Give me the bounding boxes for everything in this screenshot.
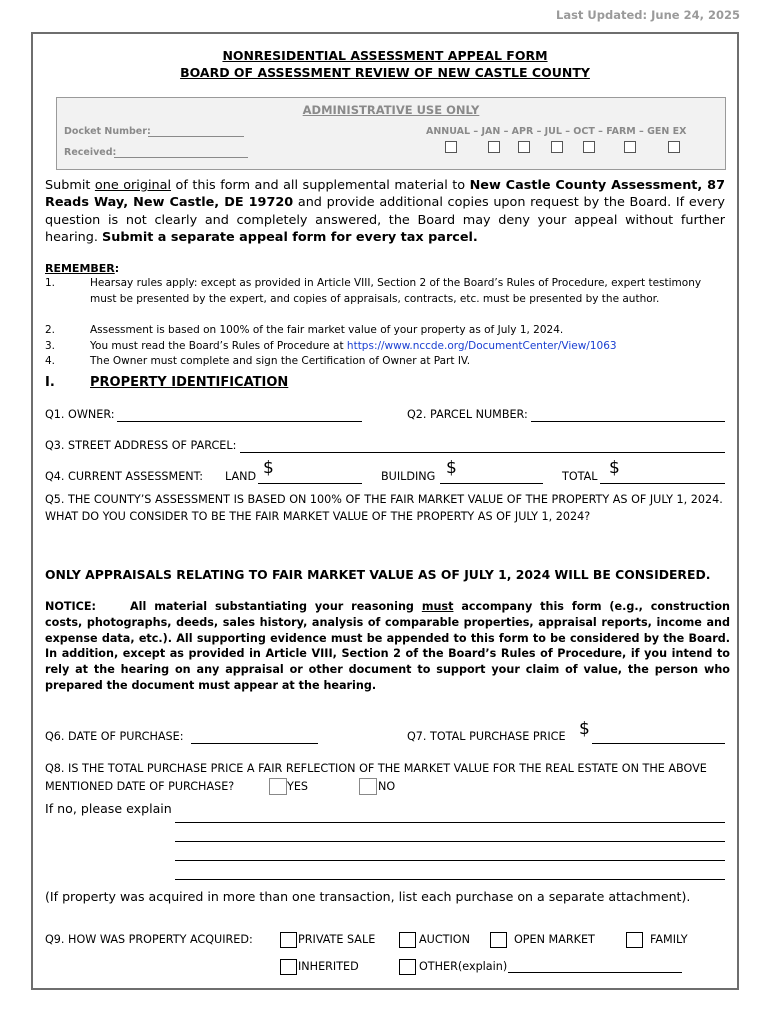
admin-title: ADMINISTRATIVE USE ONLY	[302, 103, 480, 117]
docket-number-label: Docket Number:	[64, 126, 151, 137]
street-address-input[interactable]	[240, 452, 725, 453]
q6-label: Q6. DATE OF PURCHASE:	[45, 730, 184, 743]
owner-input[interactable]	[117, 421, 362, 422]
family-label: FAMILY	[650, 933, 688, 946]
remember-item-3: You must read the Board’s Rules of Procedure at https://www.nccde.org/DocumentCenter/View/1063	[90, 340, 617, 352]
q4-label: Q4. CURRENT ASSESSMENT:	[45, 470, 204, 483]
explain-label: If no, please explain	[45, 801, 172, 816]
appraisals-notice-heading: ONLY APPRAISALS RELATING TO FAIR MARKET VALUE AS OF JULY 1, 2024 WILL BE CONSIDERED.	[45, 567, 711, 582]
remember-item-4: The Owner must complete and sign the Certification of Owner at Part IV.	[90, 355, 471, 367]
open-market-checkbox[interactable]	[490, 932, 507, 948]
total-label: TOTAL	[562, 470, 598, 483]
q8-yes-label: YES	[287, 780, 309, 793]
private-sale-checkbox[interactable]	[280, 932, 297, 948]
multi-transaction-note: (If property was acquired in more than one transaction, list each purchase on a separate attachment).	[45, 889, 691, 904]
remember-num-3: 3.	[45, 340, 56, 352]
submission-instructions: Submit one original of this form and all supplemental material to New Castle County Assessment, 87 Reads Way, New Castle, DE 19720 and provide additional copies upon request by the Board. If every question is not clearly and completely answered, the Board may deny your appeal without further hearing. Submit a separate appeal form for every tax parcel.	[45, 178, 726, 245]
gen-ex-checkbox[interactable]	[668, 141, 680, 153]
explain-line-2[interactable]	[175, 841, 725, 842]
inherited-label: INHERITED	[298, 960, 359, 973]
section-numeral: I.	[45, 375, 55, 390]
total-currency: $	[609, 458, 620, 478]
q5-label: Q5. THE COUNTY’S ASSESSMENT IS BASED ON 100% OF THE FAIR MARKET VALUE OF THE PROPERTY AS OF JULY 1, 2024. WHAT DO YOU CONSIDER TO BE THE FAIR MARKET VALUE OF THE PROPERTY AS OF JULY 1, 2024?	[45, 493, 723, 523]
q2-label: Q2. PARCEL NUMBER:	[407, 408, 528, 421]
notice-paragraph: NOTICE: All material substantiating your reasoning must accompany this form (e.g., construction costs, photographs, deeds, sales history, analysis of comparable properties, appraisal reports, income and expense data, etc.). All supporting evidence must be appended to this form to be considered by the Board. In addition, except as provided in Article VIII, Section 2 of the Board’s Rules of Procedure, if you intend to rely at the hearing on any appraisal or other document to support your claim of value, the person who prepared the document must appear at the hearing.	[45, 600, 730, 692]
land-label: LAND	[225, 470, 257, 483]
explain-line-3[interactable]	[175, 860, 725, 861]
received-label: Received:	[64, 147, 117, 158]
q8-yes-checkbox[interactable]	[269, 778, 287, 795]
remember-item-2: Assessment is based on 100% of the fair market value of your property as of July 1, 2024.	[90, 324, 564, 336]
remember-num-4: 4.	[45, 355, 56, 367]
other-label: OTHER(explain)	[419, 960, 508, 973]
auction-checkbox[interactable]	[399, 932, 416, 948]
section-title: PROPERTY IDENTIFICATION	[90, 375, 289, 390]
date-of-purchase-input[interactable]	[191, 743, 318, 744]
open-market-label: OPEN MARKET	[514, 933, 595, 946]
family-checkbox[interactable]	[626, 932, 643, 948]
explain-line-4[interactable]	[175, 879, 725, 880]
q3-label: Q3. STREET ADDRESS OF PARCEL:	[45, 439, 237, 452]
q7-label: Q7. TOTAL PURCHASE PRICE	[407, 730, 566, 743]
q1-label: Q1. OWNER:	[45, 408, 115, 421]
q8-line1: Q8. IS THE TOTAL PURCHASE PRICE A FAIR REFLECTION OF THE MARKET VALUE FOR THE REAL ESTATE ON THE ABOVE	[45, 762, 707, 775]
inherited-checkbox[interactable]	[280, 959, 297, 975]
total-purchase-price-input[interactable]	[592, 743, 725, 744]
other-explain-input[interactable]	[508, 972, 682, 973]
q8-no-label: NO	[378, 780, 396, 793]
private-sale-label: PRIVATE SALE	[298, 933, 376, 946]
land-input[interactable]	[258, 483, 362, 484]
building-input[interactable]	[440, 483, 543, 484]
land-currency: $	[263, 458, 274, 478]
q8-line2: MENTIONED DATE OF PURCHASE?	[45, 780, 235, 793]
q9-label: Q9. HOW WAS PROPERTY ACQUIRED:	[45, 933, 253, 946]
appeal-type-options: ANNUAL – JAN – APR – JUL – OCT – FARM – GEN EX	[426, 126, 687, 137]
remember-num-2: 2.	[45, 324, 56, 336]
explain-line-1[interactable]	[175, 822, 725, 823]
oct-checkbox[interactable]	[583, 141, 595, 153]
received-field[interactable]	[114, 157, 248, 158]
apr-checkbox[interactable]	[518, 141, 530, 153]
total-input[interactable]	[600, 483, 725, 484]
building-currency: $	[446, 458, 457, 478]
remember-heading: REMEMBER:	[45, 262, 120, 275]
purchase-price-currency: $	[579, 719, 590, 739]
last-updated: Last Updated: June 24, 2025	[556, 8, 740, 22]
form-subtitle: BOARD OF ASSESSMENT REVIEW OF NEW CASTLE COUNTY	[180, 65, 590, 80]
docket-number-field[interactable]	[148, 136, 244, 137]
fair-market-value-input[interactable]	[45, 528, 725, 558]
parcel-number-input[interactable]	[531, 421, 725, 422]
q8-no-checkbox[interactable]	[359, 778, 377, 795]
annual-checkbox[interactable]	[445, 141, 457, 153]
building-label: BUILDING	[381, 470, 436, 483]
form-title: NONRESIDENTIAL ASSESSMENT APPEAL FORM	[222, 48, 548, 63]
jan-checkbox[interactable]	[488, 141, 500, 153]
farm-checkbox[interactable]	[624, 141, 636, 153]
remember-num-1: 1.	[45, 277, 56, 289]
remember-item-1: Hearsay rules apply: except as provided in Article VIII, Section 2 of the Board’s Rules of Procedure, expert testimony must be presented by the expert, and copies of appraisals, contracts, etc. must be presented by the author.	[90, 277, 702, 305]
auction-label: AUCTION	[419, 933, 470, 946]
jul-checkbox[interactable]	[551, 141, 563, 153]
rules-of-procedure-link[interactable]: https://www.nccde.org/DocumentCenter/View/1063	[346, 340, 617, 352]
other-checkbox[interactable]	[399, 959, 416, 975]
